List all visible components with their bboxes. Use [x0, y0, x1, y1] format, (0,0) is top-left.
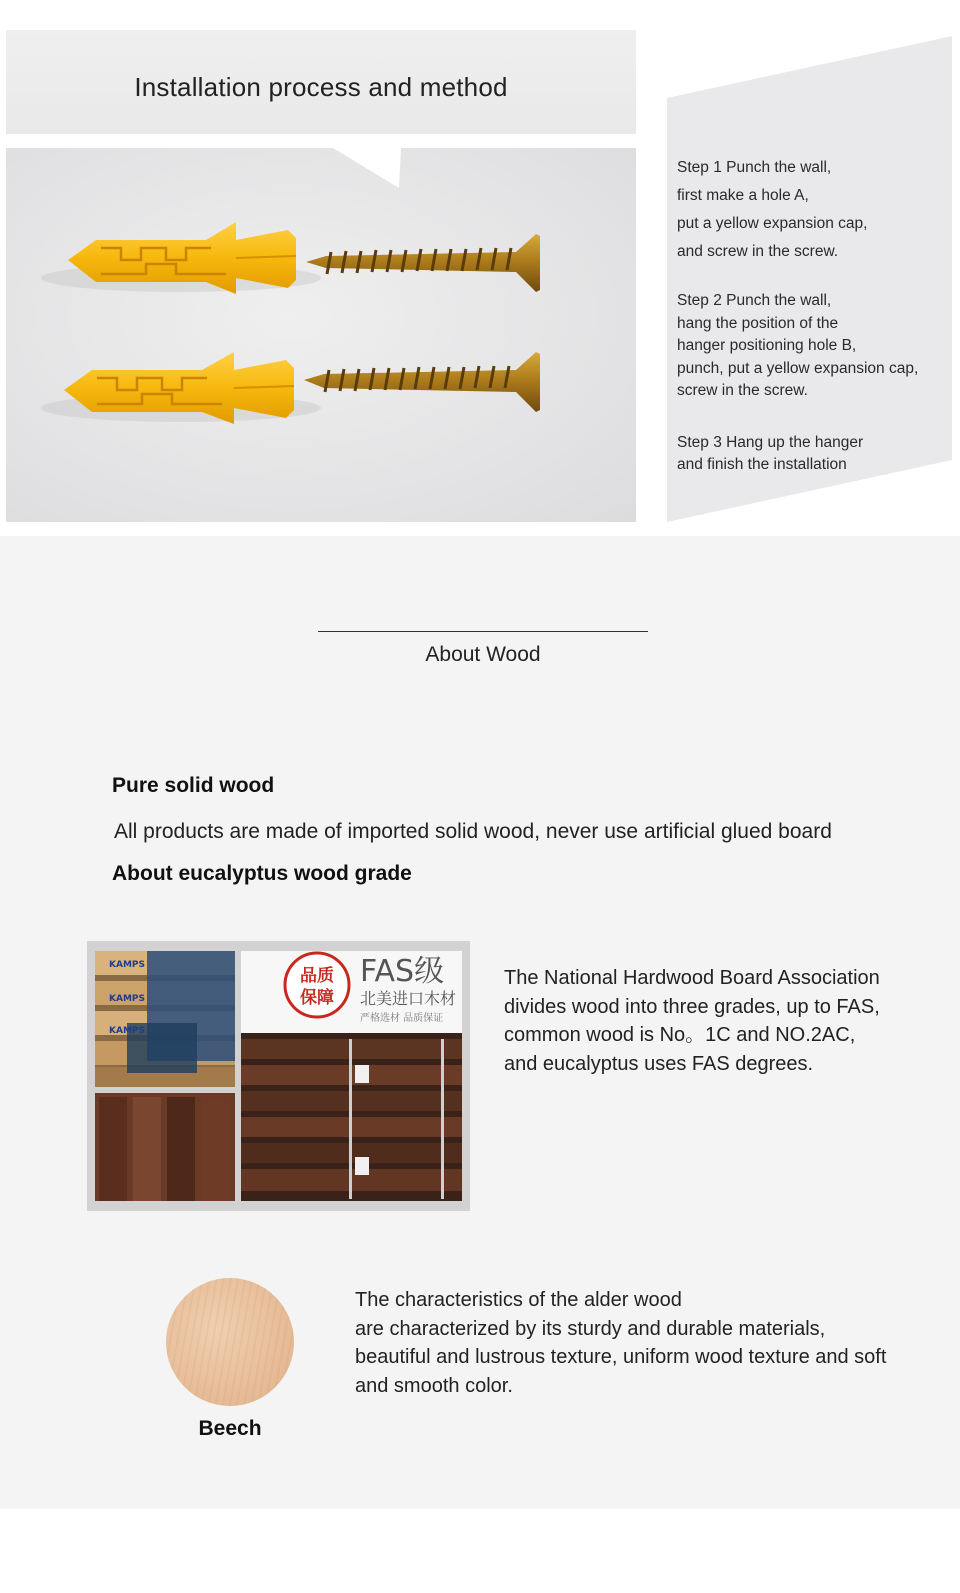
grade-line: common wood is No。1C and NO.2AC, [504, 1024, 856, 1046]
grade-line: divides wood into three grades, up to FAS, [504, 995, 880, 1018]
step-3 [677, 432, 863, 476]
step-2 [677, 290, 918, 403]
grade-line: The National Hardwood Board Association [504, 967, 880, 989]
steps-panel [667, 30, 952, 522]
step-2-line: hang the position of the [677, 314, 839, 332]
about-wood-title: About Wood [425, 643, 541, 666]
screw-2 [304, 352, 540, 412]
alder-line: beautiful and lustrous texture, uniform wood texture and soft [355, 1346, 887, 1368]
anchors-and-screws-illustration [6, 148, 636, 522]
beech-wood-swatch [166, 1278, 294, 1406]
step-1-line: put a yellow expansion cap, [677, 215, 868, 232]
step-2-line: hanger positioning hole B, [677, 337, 857, 354]
screw-1 [306, 234, 540, 292]
step-3-line: and finish the installation [677, 456, 847, 473]
title-divider [318, 631, 648, 632]
crate-label-text: KAMPS [109, 994, 145, 1004]
wood-grade-heading: About eucalyptus wood grade [112, 862, 412, 885]
lumber-crates-photo [95, 951, 235, 1087]
title-banner [6, 30, 636, 134]
lumber-collage [87, 941, 470, 1211]
product-photo [6, 148, 636, 522]
speech-notch [333, 148, 403, 190]
step-1-line: Step 1 Punch the wall, [677, 159, 832, 176]
step-2-line: screw in the screw. [677, 382, 808, 399]
quality-badge-line1: 品质 [300, 966, 334, 986]
wood-boards-photo [95, 1093, 235, 1201]
fas-quality-header [241, 951, 462, 1033]
alder-line: The characteristics of the alder wood [355, 1289, 682, 1311]
pure-solid-wood-description: All products are made of imported solid wood, never use artificial glued board [114, 820, 832, 843]
wood-grade-description [504, 964, 944, 1078]
quality-guarantee-text: 严格选材 品质保证 [360, 1013, 444, 1024]
alder-line: are characterized by its sturdy and durable materials, [355, 1317, 826, 1340]
alder-line: and smooth color. [355, 1374, 513, 1397]
step-1-line: first make a hole A, [677, 187, 809, 204]
quality-badge-line2: 保障 [300, 988, 334, 1008]
lumber-stack-photo [241, 1033, 462, 1201]
crate-label-text: KAMPS [109, 1026, 145, 1036]
pure-solid-wood-heading: Pure solid wood [112, 774, 275, 797]
step-2-line: punch, put a yellow expansion cap, [677, 359, 919, 377]
step-2-line: Step 2 Punch the wall, [677, 292, 832, 309]
step-1 [677, 154, 867, 266]
grade-line: and eucalyptus uses FAS degrees. [504, 1052, 814, 1075]
crate-label-text: KAMPS [109, 960, 145, 970]
install-title: Installation process and method [134, 72, 508, 102]
alder-wood-description [355, 1286, 935, 1400]
north-america-import-text: 北美进口木材 [360, 989, 457, 1008]
step-3-line: Step 3 Hang up the hanger [677, 434, 864, 451]
beech-label: Beech [198, 1417, 262, 1440]
fas-lumber-image [87, 941, 470, 1211]
fas-grade-text: FAS级 [360, 954, 445, 989]
step-1-line: and screw in the screw. [677, 243, 839, 260]
